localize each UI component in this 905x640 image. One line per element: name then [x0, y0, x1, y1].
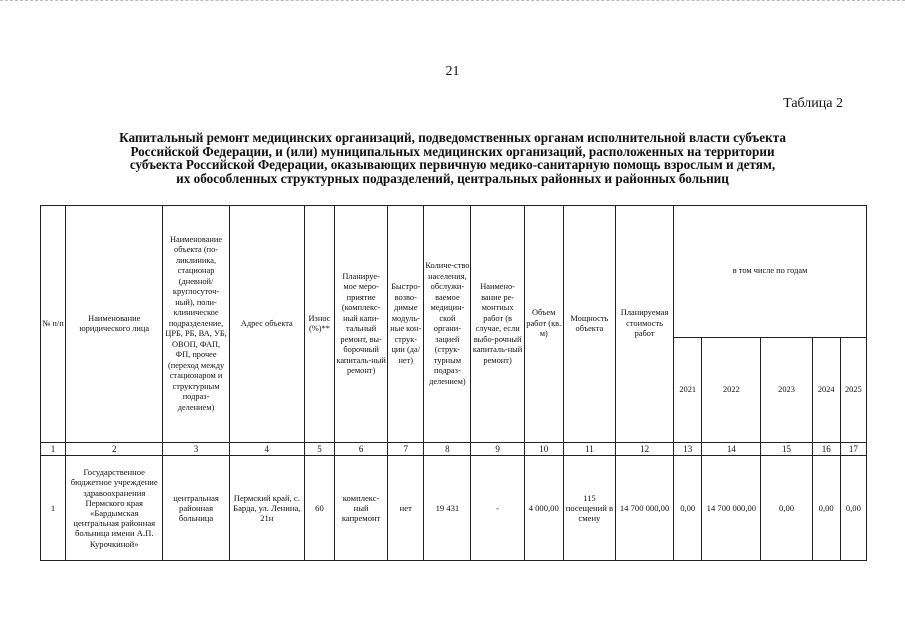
header-capacity: Мощность объекта [563, 206, 615, 443]
cell-wear: 60 [304, 456, 334, 561]
cell-capacity: 115 посещений в смену [563, 456, 615, 561]
cell-planned-measure: комплекс-ный капремонт [335, 456, 388, 561]
cell-year-2023: 0,00 [761, 456, 812, 561]
cell-works-name: - [471, 456, 524, 561]
title-line: их обособленных структурных подразделений, центральных районных и районных больниц [176, 170, 729, 186]
column-number: 10 [524, 443, 563, 456]
header-planned-measure: Планируе-мое меро-приятие (комплекс-ный капи-тальный ремонт, вы-борочный капиталь-ный ремонт) [335, 206, 388, 443]
column-number: 4 [229, 443, 304, 456]
header-year: 2021 [674, 337, 702, 442]
data-table [40, 205, 867, 561]
header-population: Количе-ство населения, обслужи-ваемое медицин-ской органи-зацией (струк-турным подраз-делением) [424, 206, 471, 443]
cell-address: Пермский край, с. Барда, ул. Ленина, 21н [229, 456, 304, 561]
cell-legal-name: Государственное бюджетное учреждение здравоохранения Пермского края «Бардымская центральная районная больница имени А.П. Курочкиной» [66, 456, 163, 561]
header-by-years: в том числе по годам [674, 206, 867, 338]
column-number: 6 [335, 443, 388, 456]
column-number: 7 [388, 443, 424, 456]
cell-num: 1 [41, 456, 66, 561]
cell-population: 19 431 [424, 456, 471, 561]
column-number: 13 [674, 443, 702, 456]
column-number: 9 [471, 443, 524, 456]
header-volume: Объем работ (кв. м) [524, 206, 563, 443]
cell-year-2024: 0,00 [812, 456, 840, 561]
title-line: субъекта Российской Федерации, оказывающих первичную медико-санитарную помощь взрослым и детям, [129, 157, 776, 172]
column-number: 2 [66, 443, 163, 456]
table-title [40, 131, 865, 185]
header-year: 2025 [840, 337, 866, 442]
cell-cost: 14 700 000,00 [615, 456, 673, 561]
cell-year-2025: 0,00 [840, 456, 866, 561]
header-modular: Быстро-возво-димые модуль-ные кон-струк-ции (да/нет) [388, 206, 424, 443]
cell-year-2021: 0,00 [674, 456, 702, 561]
column-number: 5 [304, 443, 334, 456]
cell-year-2022: 14 700 000,00 [702, 456, 761, 561]
header-year: 2022 [702, 337, 761, 442]
column-number: 1 [41, 443, 66, 456]
header-address: Адрес объекта [229, 206, 304, 443]
cell-object-name: центральная районная больница [163, 456, 229, 561]
data-table-wrapper [40, 205, 867, 561]
header-year: 2024 [812, 337, 840, 442]
column-number: 16 [812, 443, 840, 456]
cell-modular: нет [388, 456, 424, 561]
column-number: 8 [424, 443, 471, 456]
header-works-name: Наимено-вание ре-монтных работ (в случае, если выбо-рочный капиталь-ный ремонт) [471, 206, 524, 443]
column-number: 15 [761, 443, 812, 456]
header-year: 2023 [761, 337, 812, 442]
header-num: № п/п [41, 206, 66, 443]
header-row [41, 206, 867, 338]
top-edge-line [0, 0, 905, 3]
title-line: Капитальный ремонт медицинских организаций, подведомственных органам исполнительной власти субъекта [119, 130, 786, 145]
column-number: 3 [163, 443, 229, 456]
table-row [41, 456, 867, 561]
header-wear: Износ (%)** [304, 206, 334, 443]
header-cost: Планируемая стоимость работ [615, 206, 673, 443]
title-line: Российской Федерации, и (или) муниципальных медицинских организаций, расположенных на территории [130, 143, 775, 159]
table-label: Таблица 2 [783, 96, 843, 111]
header-object-name: Наименование объекта (по-ликлиника, стационар (дневной/ круглосуточ-ный), поли-клиническое подразделение, ЦРБ, РБ, ВА, УБ, ОВОП, ФАП, ФП, прочее (переход между стационаром и структурным подраз-делением) [163, 206, 229, 443]
column-number-row [41, 443, 867, 456]
column-number: 14 [702, 443, 761, 456]
column-number: 12 [615, 443, 673, 456]
header-legal-name: Наименование юридического лица [66, 206, 163, 443]
column-number: 11 [563, 443, 615, 456]
page-number: 21 [445, 64, 460, 79]
column-number: 17 [840, 443, 866, 456]
cell-volume: 4 000,00 [524, 456, 563, 561]
